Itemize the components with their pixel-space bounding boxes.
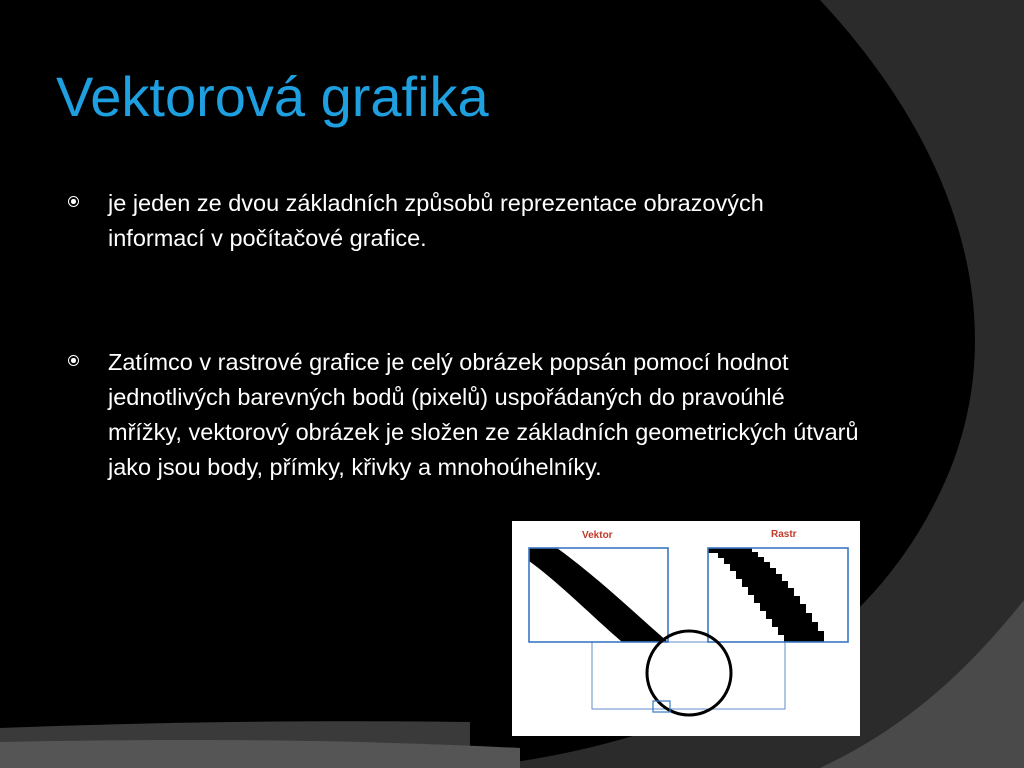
bullet-item bbox=[62, 186, 862, 256]
bullet-text: Zatímco v rastrové grafice je celý obrázek popsán pomocí hodnot jednotlivých barevných bodů (pixelů) uspořádaných do pravoúhlé mřížky, vektorový obrázek je složen ze základních geometrických útvarů jako jsou body, přímky, křivky a mnohoúhelníky. bbox=[108, 349, 859, 480]
raster-label: Rastr bbox=[771, 529, 797, 540]
slide-title: Vektorová grafika bbox=[56, 65, 489, 128]
vector-vs-raster-illustration bbox=[512, 521, 860, 736]
bullet-item bbox=[62, 345, 862, 485]
circle-dot-bullet-icon bbox=[68, 355, 79, 366]
circle-dot-bullet-icon bbox=[68, 196, 79, 207]
bullet-text: je jeden ze dvou základních způsobů reprezentace obrazových informací v počítačové grafice. bbox=[108, 190, 764, 251]
bullet-list bbox=[62, 186, 862, 485]
vector-vs-raster-image bbox=[512, 521, 860, 736]
vector-label: Vektor bbox=[582, 530, 613, 541]
